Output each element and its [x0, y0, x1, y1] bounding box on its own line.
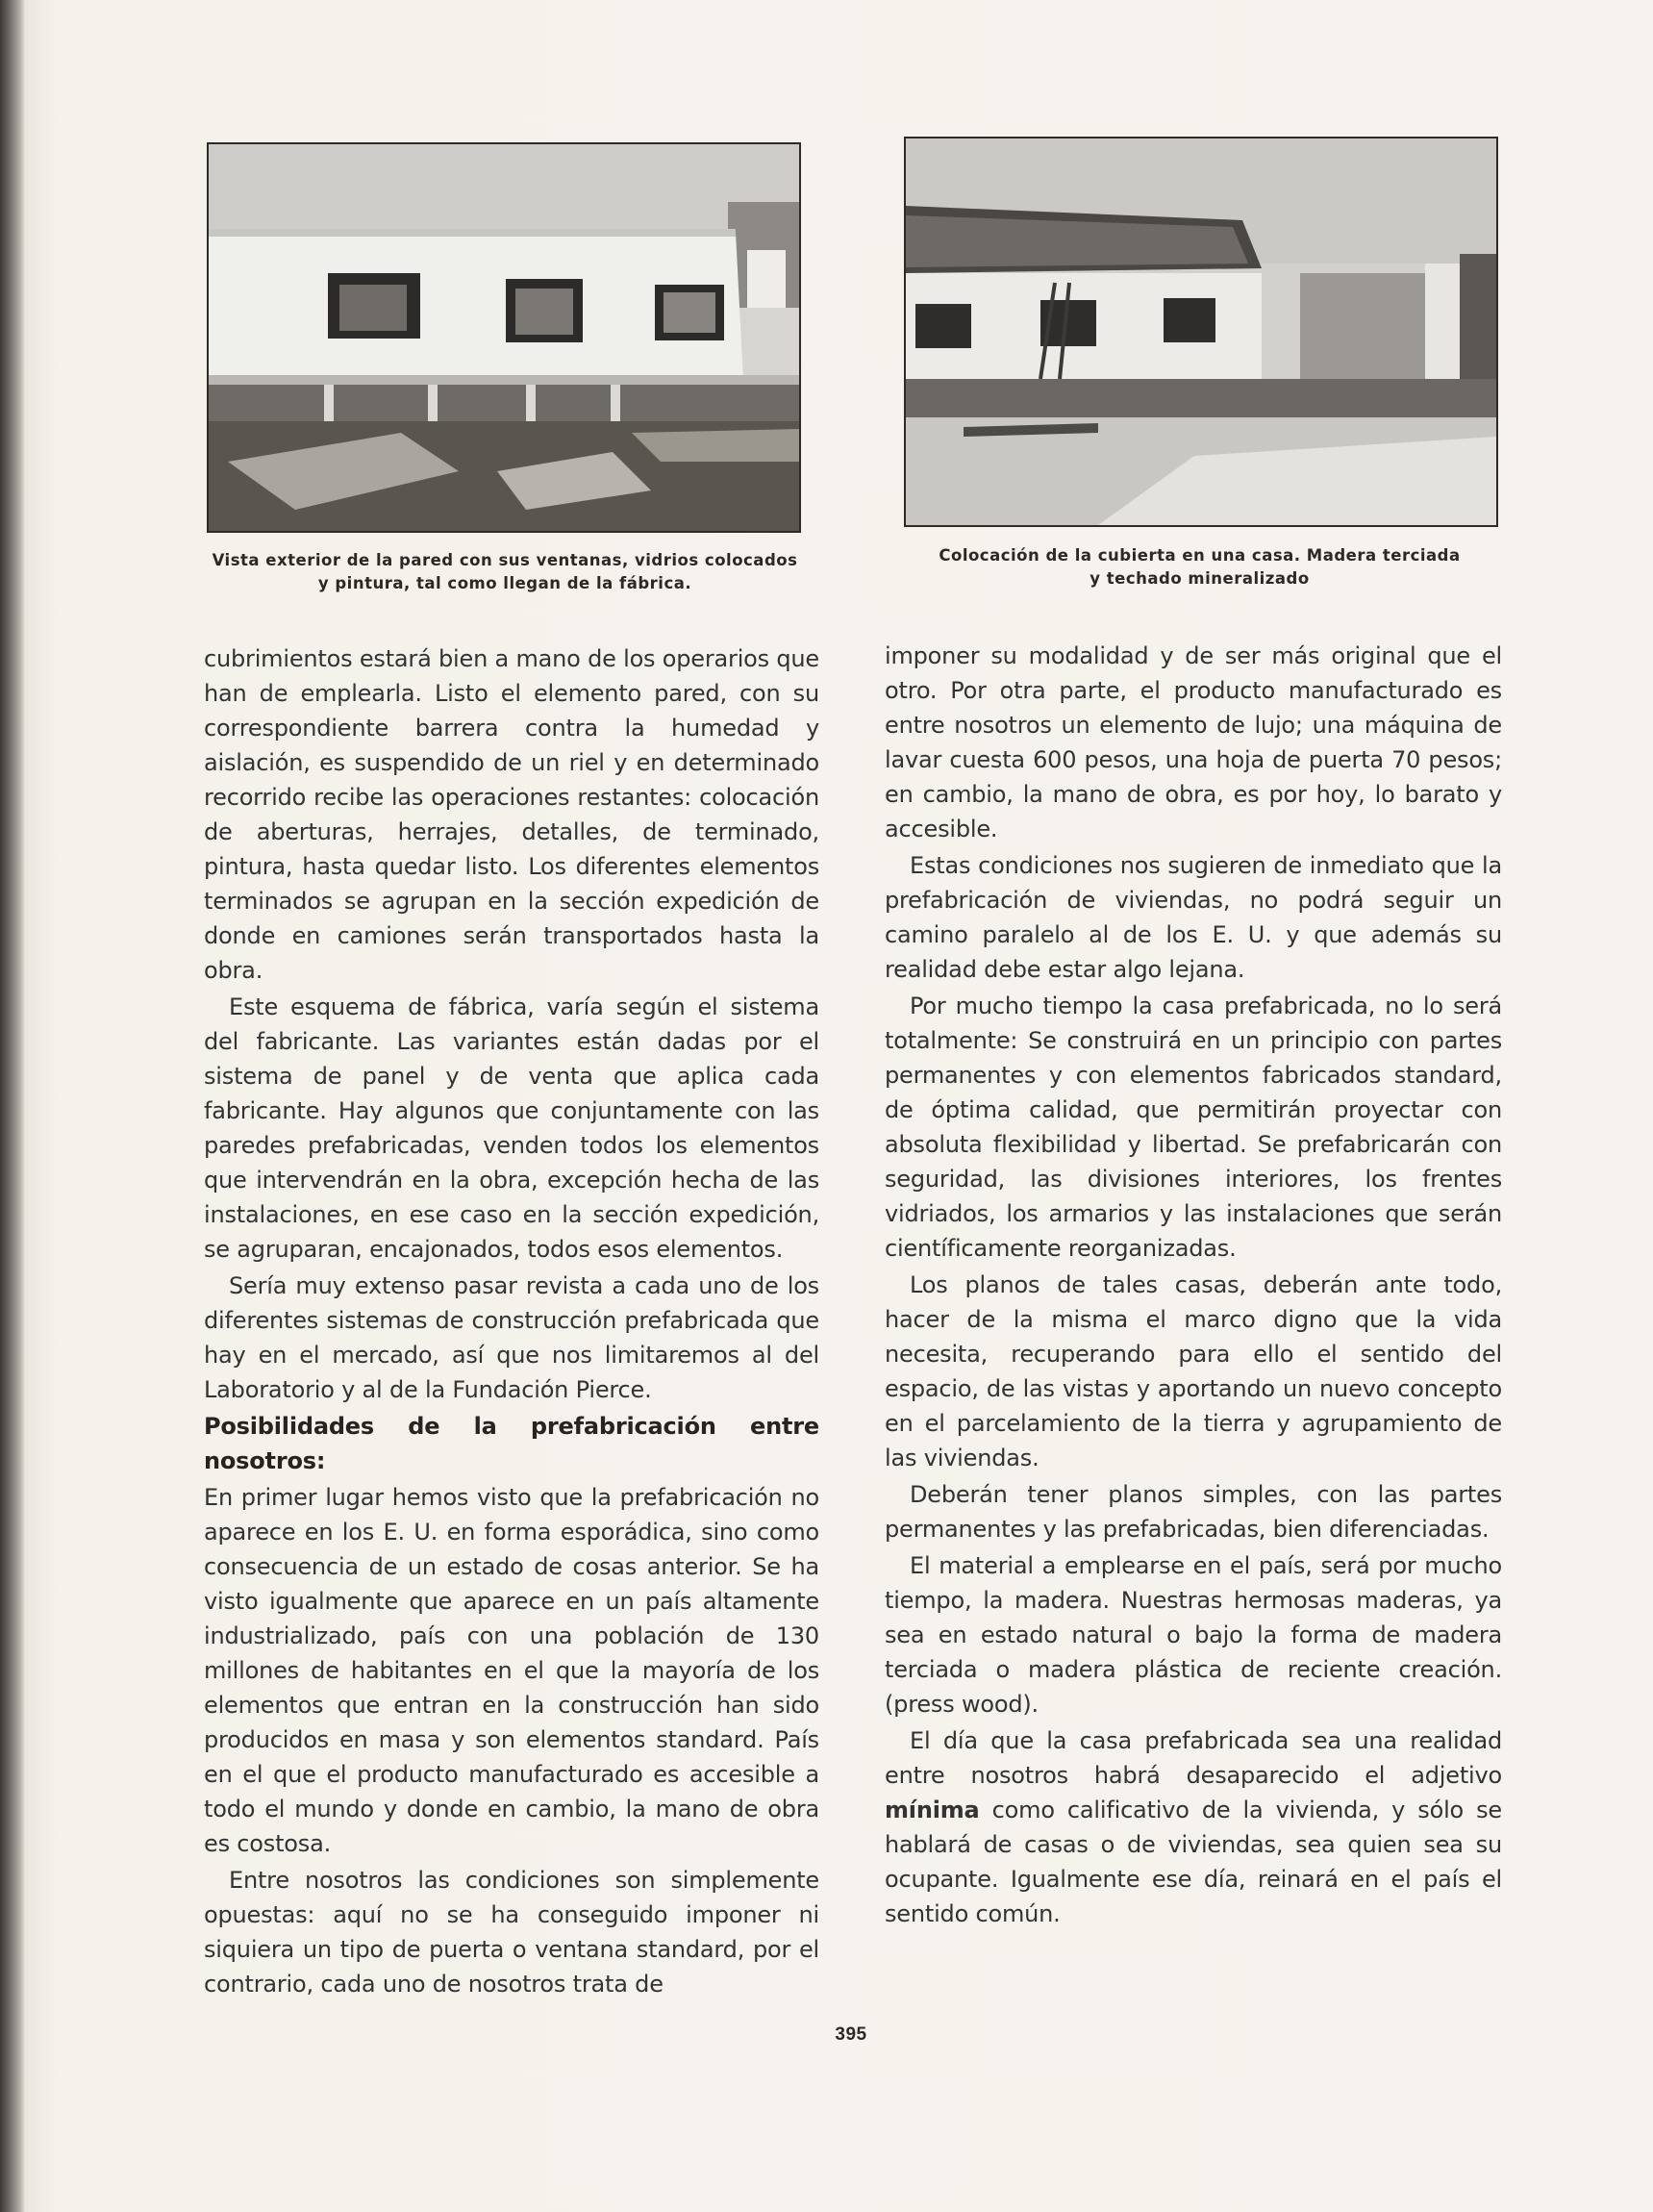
photo-roof-installation	[904, 137, 1498, 527]
emphasis-word: mínima	[885, 1797, 980, 1823]
caption-line: Colocación de la cubierta en una casa. Madera terciada	[939, 546, 1461, 565]
caption-line: y techado mineralizado	[1089, 569, 1310, 588]
caption-line: y pintura, tal como llegan de la fábrica.	[317, 574, 692, 592]
paragraph-text: El día que la casa prefabricada sea una realidad entre nosotros habrá desaparecido el adjetivo	[885, 1727, 1502, 1789]
paragraph: El material a emplearse en el país, será por mucho tiempo, la madera. Nuestras hermosas maderas, ya sea en estado natural o bajo la forma de madera terciada o madera plástica de reciente creación. (press wood).	[885, 1552, 1502, 1718]
text-column-left	[204, 641, 819, 2003]
paragraph: cubrimientos estará bien a mano de los operarios que han de emplearla. Listo el elemento pared, con su correspondiente barrera contra la humedad y aislación, es suspendido de un riel y en determinado recorrido recibe las operaciones restantes: colocación de aberturas, herrajes, detalles, de terminado, pintura, hasta quedar listo. Los diferentes elementos terminados se agrupan en la sección expedición de donde en camiones serán transportados hasta la obra.	[204, 645, 820, 984]
paragraph: Entre nosotros las condiciones son simplemente opuestas: aquí no se ha conseguido imponer ni siquiera un tipo de puerta o ventana standard, por el contrario, cada uno de nosotros trata de	[204, 1867, 819, 1998]
paragraph-text: como calificativo de la vivienda, y sólo se hablará de casas o de viviendas, sea quien sea su ocupante. Igualmente ese día, reinará en el país el sentido común.	[885, 1797, 1502, 1927]
paragraph: Estas condiciones nos sugieren de inmediato que la prefabricación de viviendas, no podrá seguir un camino paralelo al de los E. U. y que además su realidad debe estar algo lejana.	[885, 852, 1502, 983]
paragraph: Deberán tener planos simples, con las partes permanentes y las prefabricadas, bien diferenciadas.	[885, 1481, 1502, 1543]
paragraph: Por mucho tiempo la casa prefabricada, no lo será totalmente: Se construirá en un principio con partes permanentes y con elementos fabricados standard, de óptima calidad, que permitirán proyectar con absoluta flexibilidad y libertad. Se prefabricarán con seguridad, las divisiones interiores, los frentes vidriados, los armarios y las instalaciones que serán científicamente reorganizadas.	[885, 993, 1502, 1262]
page-number: 395	[835, 2024, 867, 2045]
paragraph: En primer lugar hemos visto que la prefabricación no aparece en los E. U. en forma esporádica, sino como consecuencia de un estado de cosas anterior. Se ha visto igualmente que aparece en un país altamente industrializado, país con una población de 130 millones de habitantes en el que la mayoría de los elementos que entran en la construcción han sido producidos en masa y son elementos standard. País en el que el producto manufacturado es accesible a todo el mundo y donde en cambio, la mano de obra es costosa.	[204, 1484, 819, 1857]
page-binding-shadow	[0, 0, 25, 2212]
paragraph: Sería muy extenso pasar revista a cada uno de los diferentes sistemas de construcción prefabricada que hay en el mercado, así que nos limitaremos al del Laboratorio y al de la Fundación Pierce.	[204, 1272, 819, 1403]
caption-line: Vista exterior de la pared con sus ventanas, vidrios colocados	[212, 551, 798, 569]
paragraph: Este esquema de fábrica, varía según el sistema del fabricante. Las variantes están dadas por el sistema de panel y de venta que aplica cada fabricante. Hay algunos que conjuntamente con las paredes prefabricadas, venden todos los elementos que intervendrán en la obra, excepción hecha de las instalaciones, en ese caso en la sección expedición, se agruparan, encajonados, todos esos elementos.	[204, 993, 819, 1263]
figure-caption-right	[894, 544, 1505, 591]
section-subheading: Posibilidades de la prefabricación entre nosotros:	[204, 1413, 819, 1474]
text-column-right	[885, 639, 1502, 1933]
figure-caption-left	[197, 549, 813, 595]
paragraph: Los planos de tales casas, deberán ante todo, hacer de la misma el marco digno que la vida necesita, recuperando para ello el sentido del espacio, de las vistas y aportando un nuevo concepto en el parcelamiento de la tierra y agrupamiento de las viviendas.	[885, 1271, 1502, 1471]
paragraph-final	[885, 1723, 1502, 1931]
paragraph: imponer su modalidad y de ser más original que el otro. Por otra parte, el producto manufacturado es entre nosotros un elemento de lujo; una máquina de lavar cuesta 600 pesos, una hoja de puerta 70 pesos; en cambio, la mano de obra, es por hoy, lo barato y accesible.	[885, 642, 1502, 842]
photo-wall-with-windows	[207, 142, 801, 533]
